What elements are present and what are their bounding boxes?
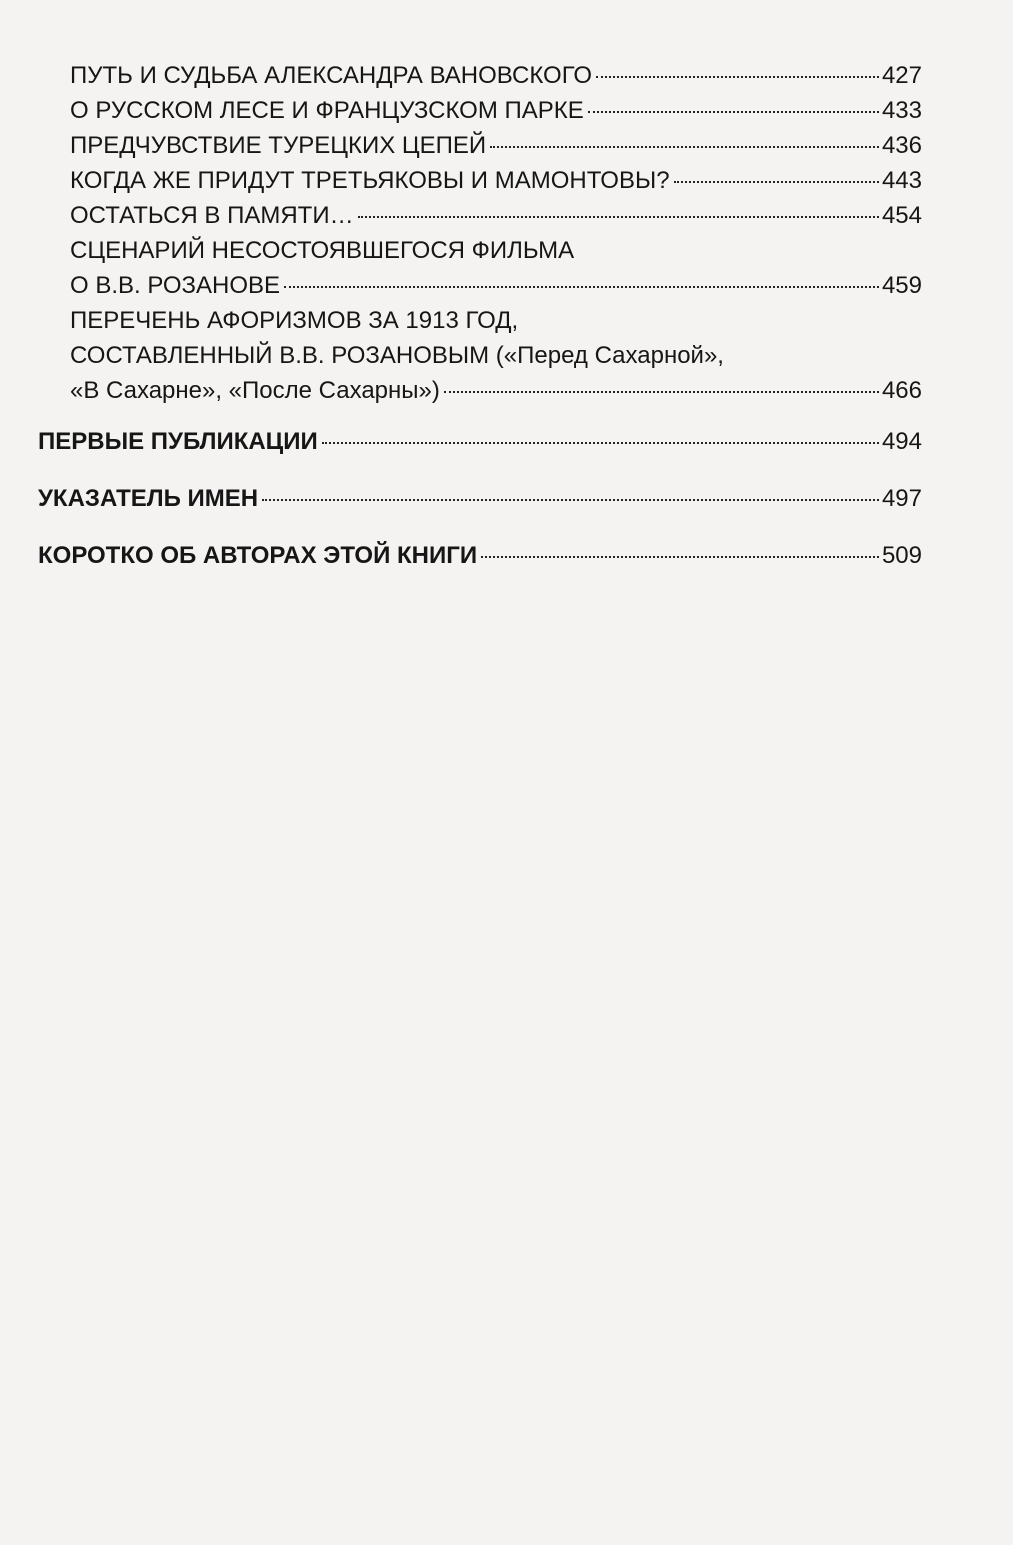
toc-page-number: 466 xyxy=(881,377,922,404)
toc-entry xyxy=(38,93,922,128)
dot-leader xyxy=(588,111,879,113)
toc-section-title: КОРОТКО ОБ АВТОРАХ ЭТОЙ КНИГИ xyxy=(38,542,478,569)
dot-leader xyxy=(358,216,879,218)
toc-entry-title: ПРЕДЧУВСТВИЕ ТУРЕЦКИХ ЦЕПЕЙ xyxy=(70,132,487,159)
toc-page-number: 436 xyxy=(881,132,922,159)
dot-leader xyxy=(490,146,879,148)
toc-page-number: 433 xyxy=(881,97,922,124)
toc-page-number: 509 xyxy=(881,542,922,569)
toc-section-entry xyxy=(38,481,922,516)
toc-entry xyxy=(38,58,922,93)
toc-entry xyxy=(38,198,922,233)
toc-entry xyxy=(38,128,922,163)
toc-entry-title: О В.В. РОЗАНОВЕ xyxy=(70,272,281,299)
toc-entry xyxy=(38,163,922,198)
toc-page-number: 443 xyxy=(881,167,922,194)
toc-page-number: 459 xyxy=(881,272,922,299)
dot-leader xyxy=(674,181,879,183)
toc-section-entry xyxy=(38,424,922,459)
toc-page-number: 497 xyxy=(881,485,922,512)
toc-entry-title-line: СЦЕНАРИЙ НЕСОСТОЯВШЕГОСЯ ФИЛЬМА xyxy=(70,237,575,264)
dot-leader xyxy=(284,286,879,288)
dot-leader xyxy=(262,499,879,501)
toc-entry-title: ПУТЬ И СУДЬБА АЛЕКСАНДРА ВАНОВСКОГО xyxy=(70,62,593,89)
toc-page-number: 454 xyxy=(881,202,922,229)
dot-leader xyxy=(481,556,879,558)
toc-page-number: 494 xyxy=(881,428,922,455)
toc-page-number: 427 xyxy=(881,62,922,89)
toc-entry-title-line: ПЕРЕЧЕНЬ АФОРИЗМОВ ЗА 1913 ГОД, xyxy=(70,307,519,334)
toc-entry-title: ОСТАТЬСЯ В ПАМЯТИ… xyxy=(70,202,354,229)
dot-leader xyxy=(444,391,879,393)
toc-entry-title-line: СОСТАВЛЕННЫЙ В.В. РОЗАНОВЫМ («Перед Сахарной», xyxy=(70,342,724,369)
toc-entry-title: О РУССКОМ ЛЕСЕ И ФРАНЦУЗСКОМ ПАРКЕ xyxy=(70,97,584,124)
table-of-contents xyxy=(38,58,922,573)
dot-leader xyxy=(322,442,879,444)
toc-entry-title: КОГДА ЖЕ ПРИДУТ ТРЕТЬЯКОВЫ И МАМОНТОВЫ? xyxy=(70,167,670,194)
toc-entry xyxy=(38,233,922,303)
toc-entry-title: «В Сахарне», «После Сахарны») xyxy=(70,377,440,404)
toc-section-title: ПЕРВЫЕ ПУБЛИКАЦИИ xyxy=(38,428,318,455)
toc-section-title: УКАЗАТЕЛЬ ИМЕН xyxy=(38,485,259,512)
toc-entry xyxy=(38,303,922,408)
dot-leader xyxy=(596,76,879,78)
toc-section-entry xyxy=(38,538,922,573)
